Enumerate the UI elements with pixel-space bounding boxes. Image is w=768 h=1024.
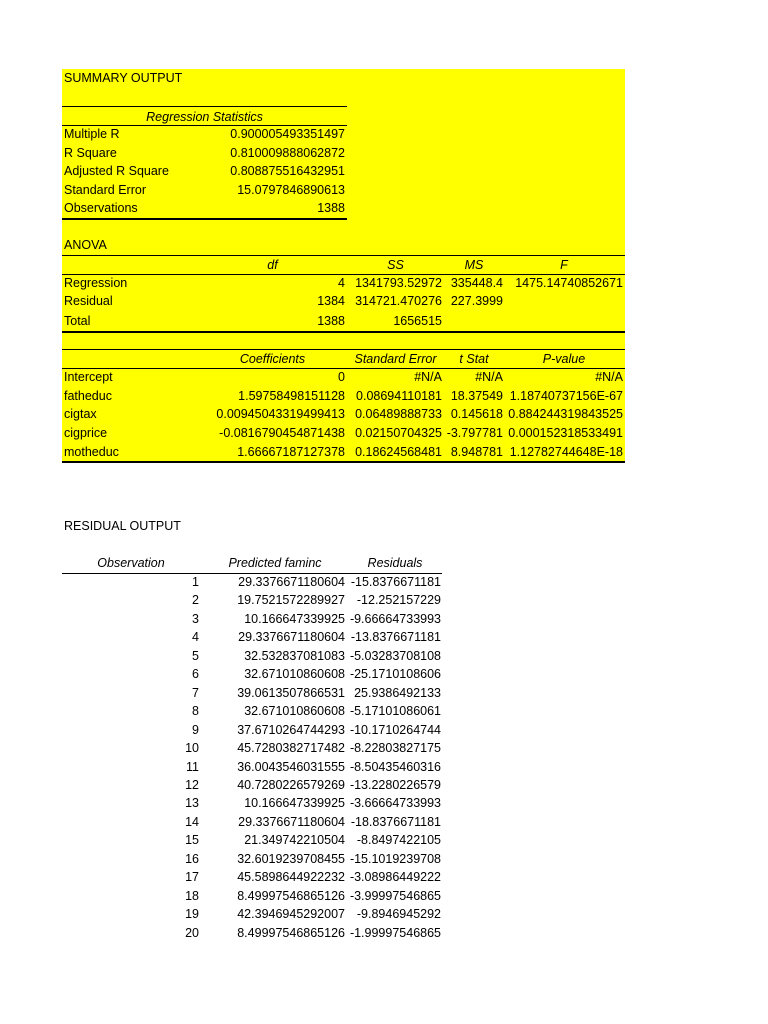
residual-row-predicted: 37.6710264744293 xyxy=(237,723,345,737)
anova-header-ss: SS xyxy=(387,258,404,272)
residual-row-observation: 10 xyxy=(185,741,199,755)
residual-row-predicted: 29.3376671180604 xyxy=(238,575,345,589)
regstats-value: 0.808875516432951 xyxy=(230,164,345,178)
residual-row-observation: 1 xyxy=(192,575,199,589)
coef-row-coef: 0.00945043319499413 xyxy=(216,407,345,421)
residual-row-predicted: 32.532837081083 xyxy=(244,649,345,663)
anova-row-df: 1388 xyxy=(317,314,345,328)
regstats-value: 0.900005493351497 xyxy=(230,127,345,141)
residual-row-observation: 19 xyxy=(185,907,199,921)
residual-row-residual: -3.99997546865 xyxy=(349,889,441,903)
residual-row-observation: 3 xyxy=(192,612,199,626)
regstats-label: Adjusted R Square xyxy=(64,164,169,178)
residual-row-residual: -5.17101086061 xyxy=(349,704,441,718)
coef-row-se: 0.18624568481 xyxy=(355,445,442,459)
anova-row-ms: 227.3999 xyxy=(450,294,503,308)
residual-row-predicted: 8.49997546865126 xyxy=(237,889,345,903)
residual-row-observation: 13 xyxy=(185,796,199,810)
residual-row-residual: -25.1710108606 xyxy=(349,667,441,681)
coef-header-stderr: Standard Error xyxy=(354,352,437,366)
anova-header-ms: MS xyxy=(464,258,484,272)
anova-row-f: 1475.14740852671 xyxy=(515,276,623,290)
residual-row-residual: 25.9386492133 xyxy=(354,686,441,700)
coef-row-label: Intercept xyxy=(64,370,113,384)
residual-row-observation: 17 xyxy=(185,870,199,884)
coef-row-p: 0.000152318533491 xyxy=(508,426,623,440)
residual-row-residual: -3.08986449222 xyxy=(349,870,441,884)
residual-row-residual: -13.2280226579 xyxy=(349,778,441,792)
coef-row-t: 18.37549 xyxy=(450,389,503,403)
residual-row-residual: -12.252157229 xyxy=(356,593,441,607)
regstats-bottom-rule xyxy=(62,218,347,220)
anova-row-label: Residual xyxy=(64,294,113,308)
regstats-label: Standard Error xyxy=(64,183,146,197)
residual-row-residual: -8.50435460316 xyxy=(349,760,441,774)
coef-row-label: motheduc xyxy=(64,445,119,459)
residual-row-residual: -15.8376671181 xyxy=(350,575,441,589)
residual-row-predicted: 36.0043546031555 xyxy=(237,760,345,774)
residual-row-observation: 12 xyxy=(185,778,199,792)
anova-row-ss: 314721.470276 xyxy=(355,294,442,308)
coef-row-coef: 0 xyxy=(338,370,345,384)
residual-row-observation: 8 xyxy=(192,704,199,718)
coef-row-se: 0.06489888733 xyxy=(355,407,442,421)
residual-row-residual: -8.8497422105 xyxy=(356,833,441,847)
residual-row-predicted: 32.6019239708455 xyxy=(237,852,345,866)
residual-row-observation: 20 xyxy=(185,926,199,940)
coef-row-t: #N/A xyxy=(475,370,503,384)
summary-title: SUMMARY OUTPUT xyxy=(64,71,183,85)
residual-header-predicted: Predicted faminc xyxy=(228,556,322,570)
residual-row-observation: 7 xyxy=(192,686,199,700)
anova-row-label: Regression xyxy=(64,276,128,290)
regstats-header: Regression Statistics xyxy=(146,110,263,124)
coef-row-p: 0.884244319843525 xyxy=(508,407,623,421)
regstats-label: Multiple R xyxy=(64,127,120,141)
residual-row-predicted: 10.166647339925 xyxy=(244,796,345,810)
anova-bottom-rule xyxy=(62,331,625,333)
residual-row-observation: 4 xyxy=(192,630,199,644)
residual-row-observation: 15 xyxy=(185,833,199,847)
anova-header-df: df xyxy=(267,258,278,272)
residual-row-predicted: 21.349742210504 xyxy=(244,833,345,847)
residual-row-predicted: 42.3946945292007 xyxy=(237,907,345,921)
anova-row-ss: 1341793.52972 xyxy=(355,276,442,290)
residual-row-predicted: 19.7521572289927 xyxy=(237,593,345,607)
residual-row-residual: -9.8946945292 xyxy=(356,907,441,921)
anova-header-f: F xyxy=(560,258,568,272)
coef-row-p: 1.12782744648E-18 xyxy=(509,445,623,459)
coef-row-se: 0.02150704325 xyxy=(355,426,442,440)
coef-row-coef: -0.0816790454871438 xyxy=(219,426,345,440)
residual-row-residual: -10.1710264744 xyxy=(349,723,441,737)
residual-row-predicted: 29.3376671180604 xyxy=(238,630,345,644)
residual-row-residual: -9.66664733993 xyxy=(349,612,441,626)
residual-row-predicted: 29.3376671180604 xyxy=(238,815,345,829)
residual-row-observation: 6 xyxy=(192,667,199,681)
regstats-label: R Square xyxy=(64,146,117,160)
regstats-label: Observations xyxy=(64,201,138,215)
coef-row-t: -3.797781 xyxy=(446,426,503,440)
coef-row-coef: 1.59758498151128 xyxy=(238,389,345,403)
residual-row-predicted: 45.5898644922232 xyxy=(237,870,345,884)
anova-row-label: Total xyxy=(64,314,91,328)
residual-row-predicted: 45.7280382717482 xyxy=(237,741,345,755)
anova-row-df: 4 xyxy=(338,276,345,290)
residual-row-observation: 2 xyxy=(192,593,199,607)
coef-bottom-rule xyxy=(62,461,625,463)
coef-header-tstat: t Stat xyxy=(459,352,489,366)
residual-row-observation: 9 xyxy=(192,723,199,737)
regstats-value: 1388 xyxy=(317,201,345,215)
residual-row-observation: 16 xyxy=(185,852,199,866)
coef-row-p: #N/A xyxy=(595,370,623,384)
residual-row-predicted: 10.166647339925 xyxy=(244,612,345,626)
regstats-value: 15.0797846890613 xyxy=(237,183,345,197)
coef-row-coef: 1.66667187127378 xyxy=(237,445,345,459)
anova-row-ss: 1656515 xyxy=(393,314,442,328)
residual-row-predicted: 32.671010860608 xyxy=(244,704,345,718)
coef-row-label: fatheduc xyxy=(64,389,112,403)
residual-row-residual: -18.8376671181 xyxy=(350,815,441,829)
residual-row-predicted: 32.671010860608 xyxy=(244,667,345,681)
anova-row-df: 1384 xyxy=(317,294,345,308)
coef-row-se: #N/A xyxy=(414,370,442,384)
residual-row-residual: -1.99997546865 xyxy=(349,926,441,940)
coef-row-t: 0.145618 xyxy=(450,407,503,421)
regstats-value: 0.810009888062872 xyxy=(230,146,345,160)
regstats-top-rule xyxy=(62,106,347,107)
anova-row-ms: 335448.4 xyxy=(450,276,503,290)
residual-title: RESIDUAL OUTPUT xyxy=(64,519,181,533)
anova-title: ANOVA xyxy=(64,238,107,252)
residual-row-predicted: 40.7280226579269 xyxy=(237,778,345,792)
residual-row-observation: 14 xyxy=(185,815,199,829)
residual-row-observation: 5 xyxy=(192,649,199,663)
residual-row-residual: -5.03283708108 xyxy=(349,649,441,663)
residual-row-predicted: 39.0613507866531 xyxy=(237,686,345,700)
residual-row-predicted: 8.49997546865126 xyxy=(237,926,345,940)
coef-row-p: 1.18740737156E-67 xyxy=(509,389,623,403)
residual-row-residual: -13.8376671181 xyxy=(350,630,441,644)
residual-row-residual: -15.1019239708 xyxy=(349,852,441,866)
coef-header-pvalue: P-value xyxy=(542,352,586,366)
coef-row-label: cigprice xyxy=(64,426,108,440)
residual-header-residuals: Residuals xyxy=(367,556,423,570)
residual-header-observation: Observation xyxy=(97,556,165,570)
residual-row-residual: -8.22803827175 xyxy=(349,741,441,755)
coef-row-se: 0.08694110181 xyxy=(356,389,442,403)
coef-row-label: cigtax xyxy=(64,407,97,421)
residual-row-observation: 11 xyxy=(186,760,199,774)
coef-header-coefficients: Coefficients xyxy=(239,352,306,366)
residual-row-residual: -3.66664733993 xyxy=(349,796,441,810)
coef-row-t: 8.948781 xyxy=(450,445,503,459)
residual-row-observation: 18 xyxy=(185,889,199,903)
